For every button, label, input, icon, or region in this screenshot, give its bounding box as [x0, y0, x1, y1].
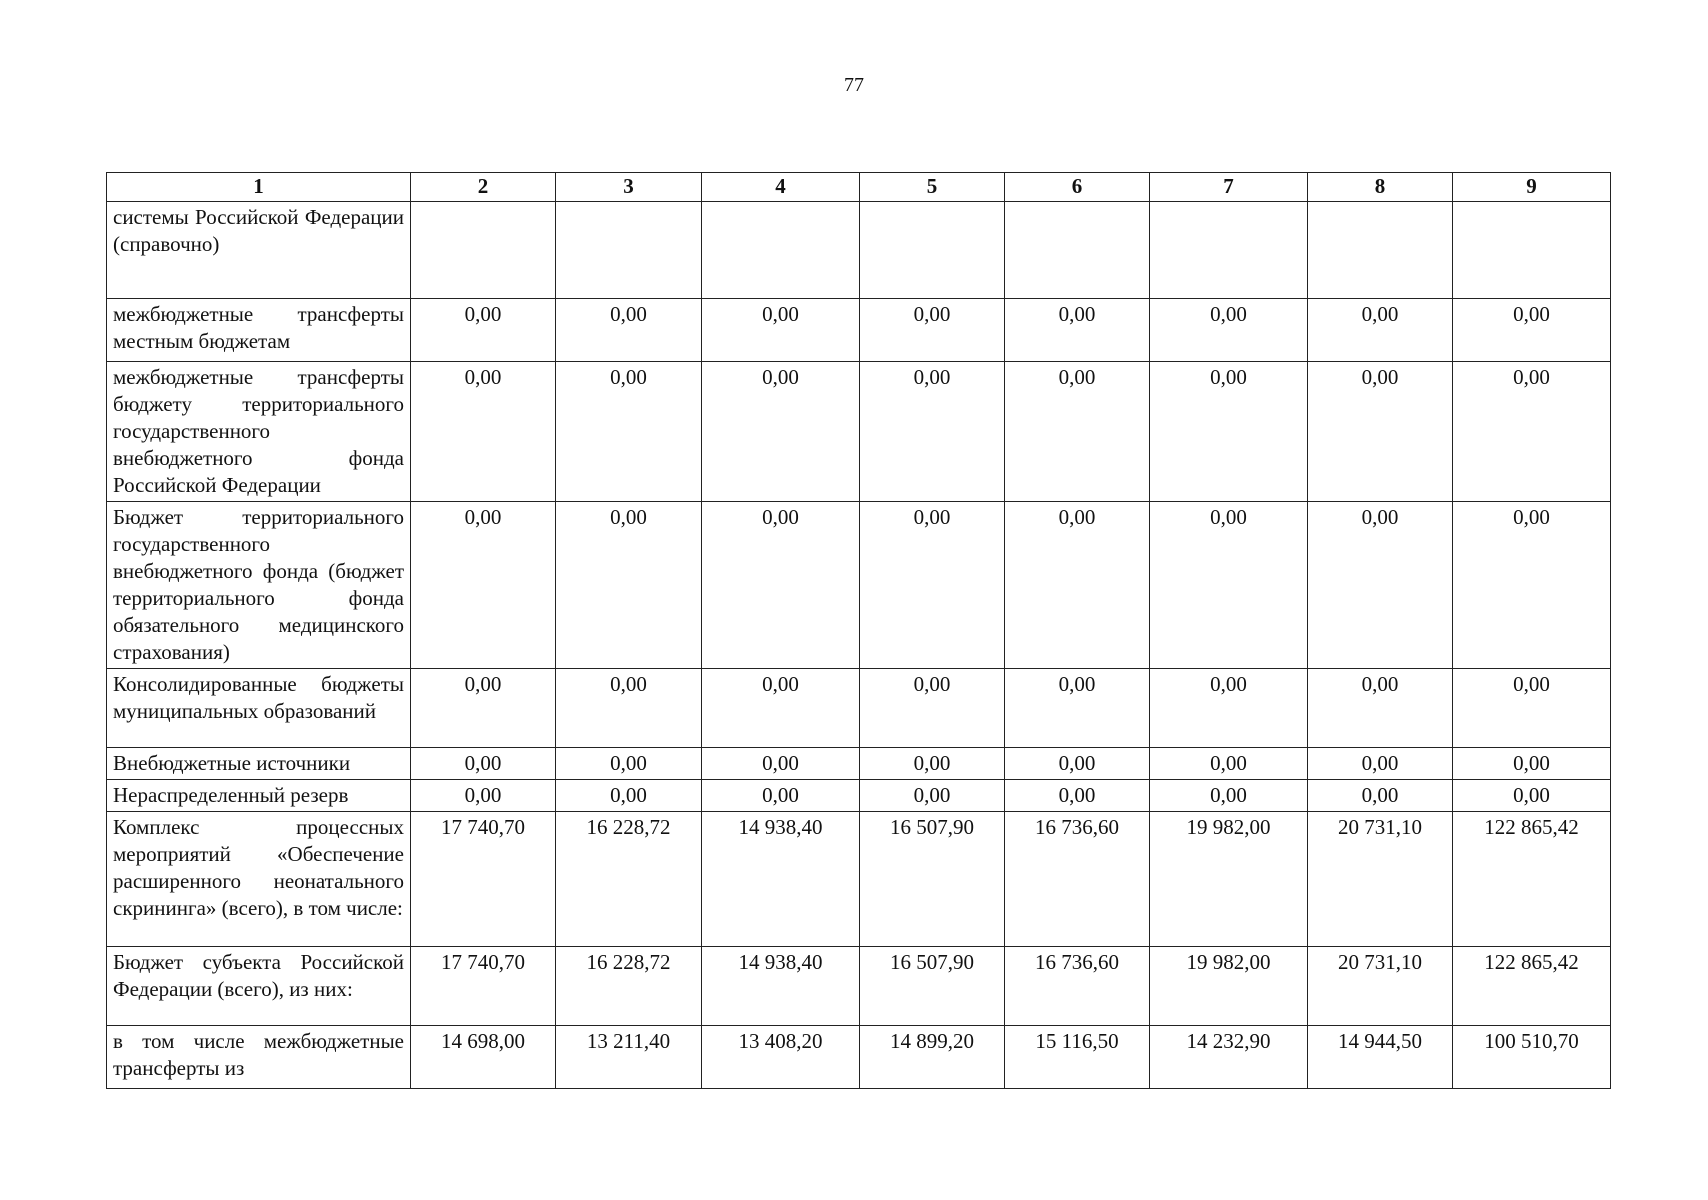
- row-label: Бюджет субъекта Российской Федерации (всего), из них:: [107, 947, 411, 1026]
- value-cell: 0,00: [411, 748, 556, 780]
- row-label: Бюджет территориального государственного внебюджетного фонда (бюджет территориального фонда обязательного медицинского страхования): [107, 502, 411, 669]
- column-header-2: 2: [411, 173, 556, 202]
- value-cell: 0,00: [860, 299, 1005, 362]
- value-cell: 13 211,40: [556, 1026, 702, 1089]
- value-cell: 14 944,50: [1308, 1026, 1453, 1089]
- row-label: Комплекс процессных мероприятий «Обеспечение расширенного неонатального скрининга» (всего), в том числе:: [107, 812, 411, 947]
- value-cell: 0,00: [860, 748, 1005, 780]
- table-row: [107, 1026, 1611, 1089]
- column-header-1: 1: [107, 173, 411, 202]
- value-cell: [556, 202, 702, 299]
- table-row: [107, 947, 1611, 1026]
- value-cell: 14 938,40: [702, 812, 860, 947]
- row-label: межбюджетные трансферты бюджету территориального государственного внебюджетного фонда Российской Федерации: [107, 362, 411, 502]
- budget-table: [106, 172, 1611, 1089]
- header-row: [107, 173, 1611, 202]
- value-cell: 16 228,72: [556, 947, 702, 1026]
- value-cell: 0,00: [411, 669, 556, 748]
- column-header-4: 4: [702, 173, 860, 202]
- value-cell: 13 408,20: [702, 1026, 860, 1089]
- row-label: межбюджетные трансферты местным бюджетам: [107, 299, 411, 362]
- value-cell: [1005, 202, 1150, 299]
- row-label: Консолидированные бюджеты муниципальных образований: [107, 669, 411, 748]
- value-cell: 0,00: [1308, 299, 1453, 362]
- value-cell: 0,00: [1005, 502, 1150, 669]
- row-label: системы Российской Федерации (справочно): [107, 202, 411, 299]
- value-cell: 0,00: [1308, 780, 1453, 812]
- value-cell: 16 736,60: [1005, 947, 1150, 1026]
- value-cell: 0,00: [1150, 748, 1308, 780]
- value-cell: 0,00: [1453, 748, 1611, 780]
- value-cell: 0,00: [556, 780, 702, 812]
- value-cell: [702, 202, 860, 299]
- page-number: 77: [844, 74, 864, 96]
- value-cell: 14 698,00: [411, 1026, 556, 1089]
- value-cell: [860, 202, 1005, 299]
- column-header-3: 3: [556, 173, 702, 202]
- value-cell: 16 228,72: [556, 812, 702, 947]
- value-cell: 0,00: [1005, 299, 1150, 362]
- row-label: Внебюджетные источники: [107, 748, 411, 780]
- value-cell: 0,00: [702, 748, 860, 780]
- value-cell: 0,00: [411, 780, 556, 812]
- table-row: [107, 780, 1611, 812]
- value-cell: [1150, 202, 1308, 299]
- value-cell: 122 865,42: [1453, 947, 1611, 1026]
- value-cell: 0,00: [1308, 748, 1453, 780]
- value-cell: 14 938,40: [702, 947, 860, 1026]
- value-cell: 14 232,90: [1150, 1026, 1308, 1089]
- row-label: в том числе межбюджетные трансферты из: [107, 1026, 411, 1089]
- table-row: [107, 362, 1611, 502]
- column-header-8: 8: [1308, 173, 1453, 202]
- value-cell: 14 899,20: [860, 1026, 1005, 1089]
- value-cell: 0,00: [702, 502, 860, 669]
- value-cell: 0,00: [1150, 780, 1308, 812]
- value-cell: 0,00: [1308, 362, 1453, 502]
- value-cell: 0,00: [1150, 502, 1308, 669]
- value-cell: 0,00: [556, 299, 702, 362]
- value-cell: 0,00: [556, 748, 702, 780]
- value-cell: [1308, 202, 1453, 299]
- table-row: [107, 669, 1611, 748]
- column-header-6: 6: [1005, 173, 1150, 202]
- value-cell: 0,00: [860, 669, 1005, 748]
- value-cell: 0,00: [1005, 780, 1150, 812]
- value-cell: 0,00: [702, 362, 860, 502]
- column-header-5: 5: [860, 173, 1005, 202]
- row-label: Нераспределенный резерв: [107, 780, 411, 812]
- value-cell: 0,00: [860, 362, 1005, 502]
- value-cell: 0,00: [1150, 299, 1308, 362]
- value-cell: 0,00: [860, 502, 1005, 669]
- table-row: [107, 812, 1611, 947]
- value-cell: 20 731,10: [1308, 947, 1453, 1026]
- value-cell: 0,00: [1308, 502, 1453, 669]
- value-cell: 17 740,70: [411, 947, 556, 1026]
- value-cell: 0,00: [1453, 502, 1611, 669]
- value-cell: 15 116,50: [1005, 1026, 1150, 1089]
- value-cell: 0,00: [1005, 362, 1150, 502]
- value-cell: 16 507,90: [860, 812, 1005, 947]
- value-cell: [411, 202, 556, 299]
- value-cell: 16 507,90: [860, 947, 1005, 1026]
- value-cell: 0,00: [702, 669, 860, 748]
- value-cell: 16 736,60: [1005, 812, 1150, 947]
- value-cell: 0,00: [1453, 362, 1611, 502]
- table-row: [107, 748, 1611, 780]
- value-cell: 0,00: [860, 780, 1005, 812]
- value-cell: 20 731,10: [1308, 812, 1453, 947]
- value-cell: 122 865,42: [1453, 812, 1611, 947]
- value-cell: [1453, 202, 1611, 299]
- value-cell: 0,00: [1453, 780, 1611, 812]
- table-row: [107, 299, 1611, 362]
- column-header-7: 7: [1150, 173, 1308, 202]
- value-cell: 100 510,70: [1453, 1026, 1611, 1089]
- value-cell: 0,00: [1308, 669, 1453, 748]
- value-cell: 0,00: [1453, 299, 1611, 362]
- value-cell: 0,00: [556, 502, 702, 669]
- value-cell: 0,00: [1150, 362, 1308, 502]
- value-cell: 0,00: [556, 669, 702, 748]
- value-cell: 0,00: [702, 780, 860, 812]
- value-cell: 17 740,70: [411, 812, 556, 947]
- value-cell: 0,00: [411, 502, 556, 669]
- table-row: [107, 502, 1611, 669]
- value-cell: 19 982,00: [1150, 947, 1308, 1026]
- value-cell: 0,00: [1453, 669, 1611, 748]
- value-cell: 0,00: [1005, 748, 1150, 780]
- value-cell: 19 982,00: [1150, 812, 1308, 947]
- table-row: [107, 202, 1611, 299]
- value-cell: 0,00: [1150, 669, 1308, 748]
- value-cell: 0,00: [411, 362, 556, 502]
- value-cell: 0,00: [556, 362, 702, 502]
- value-cell: 0,00: [411, 299, 556, 362]
- column-header-9: 9: [1453, 173, 1611, 202]
- value-cell: 0,00: [1005, 669, 1150, 748]
- value-cell: 0,00: [702, 299, 860, 362]
